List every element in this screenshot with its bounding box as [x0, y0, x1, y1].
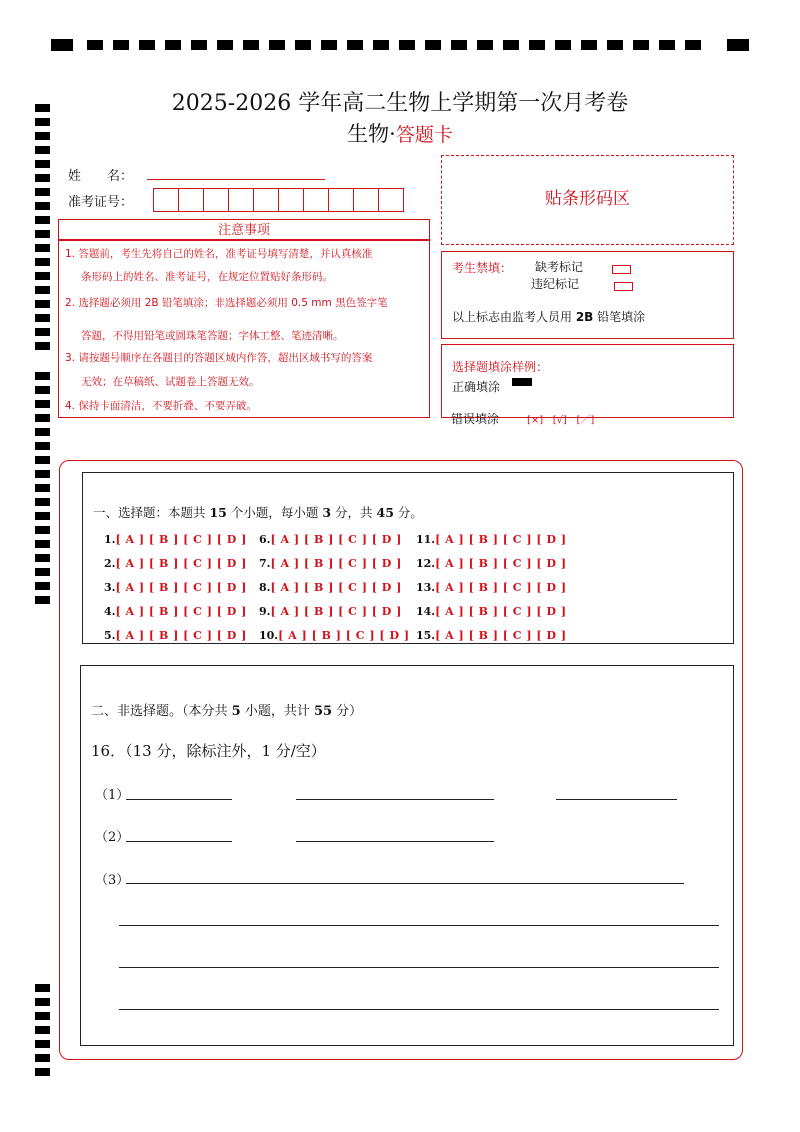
- question-number: 15.: [416, 629, 436, 642]
- id-cell[interactable]: [328, 188, 354, 212]
- page-subtitle: [0, 118, 800, 148]
- notice-item: 无效；在草稿纸、试题卷上答题无效。: [81, 376, 260, 388]
- heading-num: 15: [209, 505, 227, 520]
- choice-options[interactable]: [ A ] [ B ] [ C ] [ D ]: [115, 533, 247, 546]
- question-number: 6.: [259, 533, 271, 546]
- notice-box: [58, 240, 430, 418]
- question-number: 10.: [259, 629, 279, 642]
- wrong-fill-samples: [527, 411, 594, 426]
- choice-row[interactable]: [416, 605, 567, 618]
- section2-heading: [91, 700, 362, 719]
- answer-line[interactable]: [119, 925, 719, 926]
- answer-line[interactable]: [119, 967, 719, 968]
- choice-row[interactable]: [416, 629, 567, 642]
- note-bold: 2B: [575, 310, 594, 324]
- choice-row[interactable]: [104, 533, 247, 546]
- answer-line[interactable]: [296, 799, 494, 800]
- question-number: 11.: [416, 533, 436, 546]
- id-cell[interactable]: [278, 188, 304, 212]
- question-number: 5.: [104, 629, 116, 642]
- exam-marks-note: [452, 308, 645, 325]
- answer-line[interactable]: [126, 799, 232, 800]
- choice-row[interactable]: [104, 629, 247, 642]
- choice-row[interactable]: [259, 581, 402, 594]
- barcode-label: 贴条形码区: [545, 189, 630, 209]
- question-number: 14.: [416, 605, 436, 618]
- heading-text: 个小题，每小题: [226, 505, 323, 520]
- correct-fill-sample: [512, 378, 532, 386]
- wrong-mark-slash: [／]: [576, 415, 595, 426]
- choice-row[interactable]: [104, 581, 247, 594]
- question-number: 1.: [104, 533, 116, 546]
- choice-options[interactable]: [ A ] [ B ] [ C ] [ D ]: [435, 605, 567, 618]
- question-number: 4.: [104, 605, 116, 618]
- q16-sub2-label: （2）: [95, 830, 130, 845]
- choice-options[interactable]: [ A ] [ B ] [ C ] [ D ]: [270, 533, 402, 546]
- fill-sample-title: 选择题填涂样例：: [452, 360, 549, 374]
- answer-line[interactable]: [119, 1009, 719, 1010]
- wrong-mark-x: [×]: [527, 415, 544, 426]
- question-number: 12.: [416, 557, 436, 570]
- choice-row[interactable]: [259, 533, 402, 546]
- choice-row[interactable]: [259, 605, 402, 618]
- notice-item: 2. 选择题必须用 2B 铅笔填涂；非选择题必须用 0.5 mm 黑色签字笔: [65, 297, 388, 309]
- notice-title: 注意事项: [58, 219, 430, 240]
- wrong-fill-label: 错误填涂: [451, 412, 500, 426]
- choice-options[interactable]: [ A ] [ B ] [ C ] [ D ]: [270, 557, 402, 570]
- answer-line[interactable]: [126, 841, 232, 842]
- violation-label: 违纪标记: [531, 277, 580, 291]
- page-title: 2025-2026 学年高二生物上学期第一次月考卷: [171, 91, 629, 116]
- choice-row[interactable]: [416, 533, 567, 546]
- heading-text: 分，共: [331, 505, 377, 520]
- q16-sub3-label: （3）: [95, 873, 130, 888]
- choice-options[interactable]: [ A ] [ B ] [ C ] [ D ]: [270, 581, 402, 594]
- choice-row[interactable]: [416, 557, 567, 570]
- notice-item: 4. 保持卡面清洁，不要折叠、不要弄破。: [65, 400, 257, 412]
- absent-mark-box[interactable]: [612, 265, 631, 274]
- question-number: 2.: [104, 557, 116, 570]
- section1-heading: [93, 503, 423, 521]
- id-cell[interactable]: [253, 188, 279, 212]
- id-cell[interactable]: [178, 188, 204, 212]
- choice-options[interactable]: [ A ] [ B ] [ C ] [ D ]: [270, 605, 402, 618]
- id-cell[interactable]: [203, 188, 229, 212]
- choice-row[interactable]: [259, 557, 402, 570]
- id-cell[interactable]: [353, 188, 379, 212]
- exam-marks-box: [441, 251, 734, 339]
- absent-label: 缺考标记: [535, 260, 584, 274]
- notice-item: 3. 请按题号顺序在各题目的答题区域内作答，超出区域书写的答案: [65, 352, 373, 364]
- violation-mark-box[interactable]: [614, 282, 633, 291]
- choice-row[interactable]: [104, 605, 247, 618]
- question-number: 7.: [259, 557, 271, 570]
- id-label: 准考证号：: [68, 195, 134, 210]
- notice-item: 答题，不得用铅笔或圆珠笔答题；字体工整、笔迹清晰。: [81, 330, 344, 342]
- notice-item: 条形码上的姓名、准考证号，在规定位置贴好条形码。: [81, 271, 333, 283]
- name-label: 姓 名：: [68, 169, 134, 184]
- answer-line[interactable]: [126, 883, 684, 884]
- wrong-mark-check: [√]: [552, 415, 567, 426]
- choice-options[interactable]: [ A ] [ B ] [ C ] [ D ]: [435, 557, 567, 570]
- exam-marks-label: 考生禁填：: [452, 261, 513, 275]
- choice-options[interactable]: [ A ] [ B ] [ C ] [ D ]: [278, 629, 410, 642]
- answer-card-label: 答题卡: [395, 124, 453, 146]
- id-cell[interactable]: [228, 188, 254, 212]
- note-prefix: 以上标志由监考人员用: [452, 310, 576, 324]
- choice-options[interactable]: [ A ] [ B ] [ C ] [ D ]: [435, 581, 567, 594]
- name-field[interactable]: [147, 179, 325, 180]
- heading-num: 55: [313, 704, 333, 719]
- heading-text: 一、选择题：本题共: [93, 505, 210, 520]
- choice-options[interactable]: [ A ] [ B ] [ C ] [ D ]: [115, 605, 247, 618]
- answer-line[interactable]: [296, 841, 494, 842]
- q16-sub1-label: （1）: [95, 788, 130, 803]
- heading-text: 小题，共计: [240, 704, 314, 719]
- choice-options[interactable]: [ A ] [ B ] [ C ] [ D ]: [435, 629, 567, 642]
- choice-options[interactable]: [ A ] [ B ] [ C ] [ D ]: [115, 557, 247, 570]
- heading-text: 分）: [332, 704, 363, 719]
- subject-label: 生物·: [347, 122, 396, 146]
- heading-num: 45: [376, 505, 394, 520]
- answer-line[interactable]: [556, 799, 677, 800]
- choice-options[interactable]: [ A ] [ B ] [ C ] [ D ]: [115, 581, 247, 594]
- choice-options[interactable]: [ A ] [ B ] [ C ] [ D ]: [115, 629, 247, 642]
- correct-fill-label: 正确填涂: [452, 380, 501, 394]
- barcode-area: [441, 155, 734, 245]
- heading-num: 3: [322, 505, 332, 520]
- id-cell[interactable]: [303, 188, 329, 212]
- question-number: 13.: [416, 581, 436, 594]
- heading-num: 5: [231, 704, 241, 719]
- fill-sample-box: [441, 344, 734, 418]
- choice-options[interactable]: [ A ] [ B ] [ C ] [ D ]: [435, 533, 567, 546]
- heading-text: 分。: [393, 505, 423, 520]
- question-number: 3.: [104, 581, 116, 594]
- note-suffix: 铅笔填涂: [593, 310, 646, 324]
- id-number-boxes[interactable]: [154, 188, 404, 212]
- question-number: 9.: [259, 605, 271, 618]
- heading-text: 二、非选择题。（本分共: [91, 704, 232, 719]
- non-choice-section: [80, 665, 734, 1046]
- id-cell[interactable]: [153, 188, 179, 212]
- q16-title: 16．（13 分，除标注外，1 分/空）: [91, 742, 326, 760]
- notice-item: 1. 答题前，考生先将自己的姓名，准考证号填写清楚，并认真核准: [65, 248, 373, 260]
- choice-row[interactable]: [259, 629, 410, 642]
- choice-row[interactable]: [104, 557, 247, 570]
- timing-marks-top: [0, 38, 800, 52]
- choice-row[interactable]: [416, 581, 567, 594]
- question-number: 8.: [259, 581, 271, 594]
- id-cell[interactable]: [378, 188, 404, 212]
